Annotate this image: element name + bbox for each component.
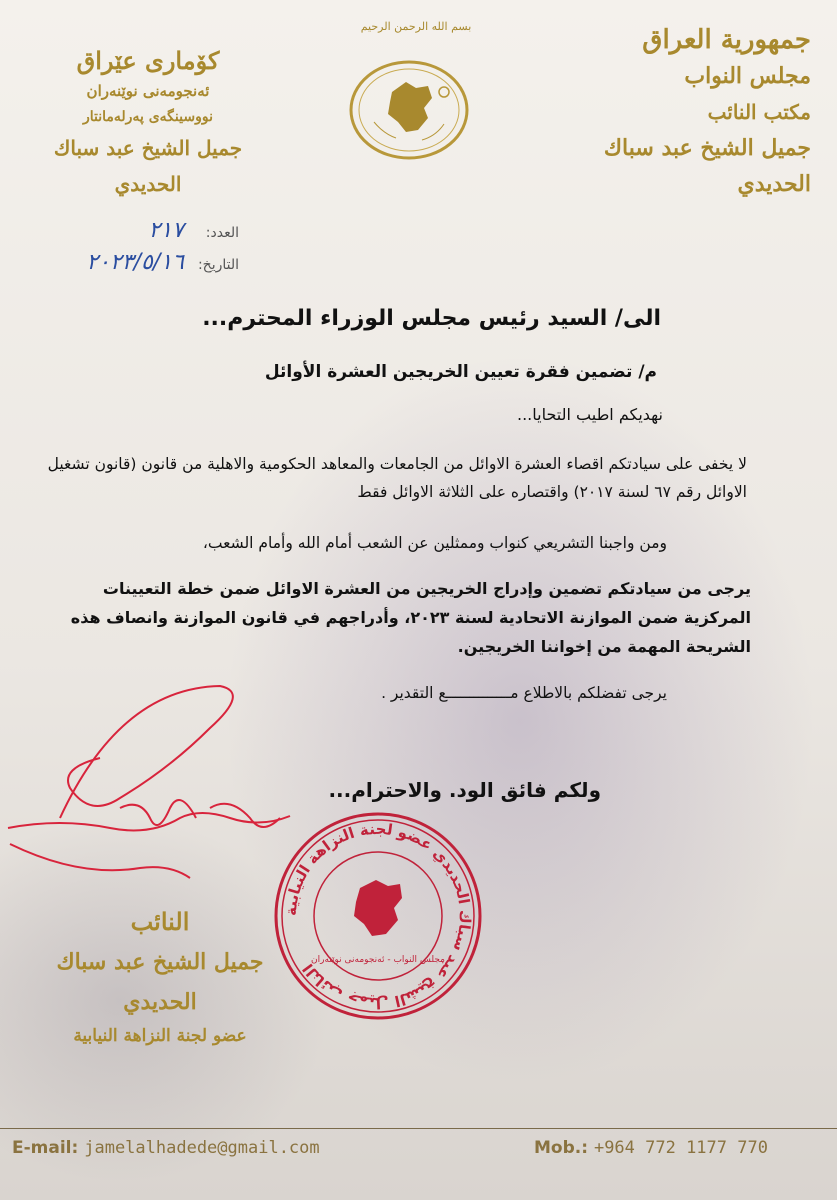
signature-role: عضو لجنة النزاهة النيابية [73,1026,247,1046]
letterhead-kurdish [28,44,268,202]
paragraph-intro: لا يخفى على سيادتكم اقصاء العشرة الاوائل من الجامعات والمعاهد الحكومية والاهلية من قانون (قانون تشغيل الاوائل رقم ٦٧ لسنة ٢٠١٧) واقتصاره على الثلاثة الاوائل فقط [47,455,747,501]
council-title: مجلس النواب [684,63,811,89]
paragraph-duty: ومن واجبنا التشريعي كنواب وممثلين عن الشعب أمام الله وأمام الشعب، [202,534,667,552]
subject-line: م/ تضمين فقرة تعيين الخريجين العشرة الأوائل [264,362,657,382]
office-title-kurdish: نووسینگەی پەرلەمانتار [83,109,213,125]
republic-title: جمهورية العراق [642,25,811,55]
mp-name-left: جميل الشيخ عبد سباك الحديدي [53,136,243,196]
closing-line: ولكم فائق الود. والاحترام... [328,778,601,802]
letterhead-arabic [541,22,811,202]
signature-title: النائب [130,907,190,936]
date-value: ٢٠٢٣/٥/١٦ [86,250,184,275]
office-title: مكتب النائب [707,100,811,124]
footer-divider [0,1128,837,1129]
email-label: E-mail: [12,1138,79,1158]
council-title-kurdish: ئەنجومەنی نوێنەران [86,82,210,100]
date-label: التاريخ: [197,257,239,273]
mp-name: جميل الشيخ عبد سباك الحديدي [603,135,811,197]
stamp-ring-text: النائب جميل الشيخ عبد سباك الحديدي عضو لجنة النزاهة النيابية [281,819,475,1013]
basmala: بسم الله الرحمن الرحيم [360,20,472,33]
republic-title-kurdish: کۆماری عێراق [76,46,220,75]
footer-mobile [534,1138,768,1158]
footer-email [12,1138,320,1158]
mobile-value: +964 772 1177 770 [593,1138,768,1158]
parliament-emblem [344,52,474,162]
stamp-inner-text: مجلس النواب - ئەنجومەنی نوێنەران [311,955,445,965]
signature-name: جميل الشيخ عبد سباك الحديدي [56,949,264,1015]
official-stamp [272,810,484,1022]
paragraph-thanks: يرجى تفضلكم بالاطلاع مــــــــــــــع التقدير . [381,684,667,702]
paragraph-request: يرجى من سيادتكم تضمين وإدراج الخريجين من العشرة الاوائل ضمن خطة التعيينات المركزية ضمن الموازنة الاتحادية لسنة ٢٠٢٣، وأدراجهم في قانون الموازنة وانصاف هذه الشريحة المهمة من إخواننا الخريجين. [70,579,751,656]
addressee: الى/ السيد رئيس مجلس الوزراء المحترم... [202,306,661,331]
number-label: العدد: [205,225,239,241]
signature-block [40,902,280,1050]
email-value: jamelalhadede@gmail.com [84,1138,320,1158]
greeting: نهديكم اطيب التحايا... [517,405,663,424]
number-value: ٢١٧ [148,218,184,243]
mobile-label: Mob.: [534,1138,589,1158]
